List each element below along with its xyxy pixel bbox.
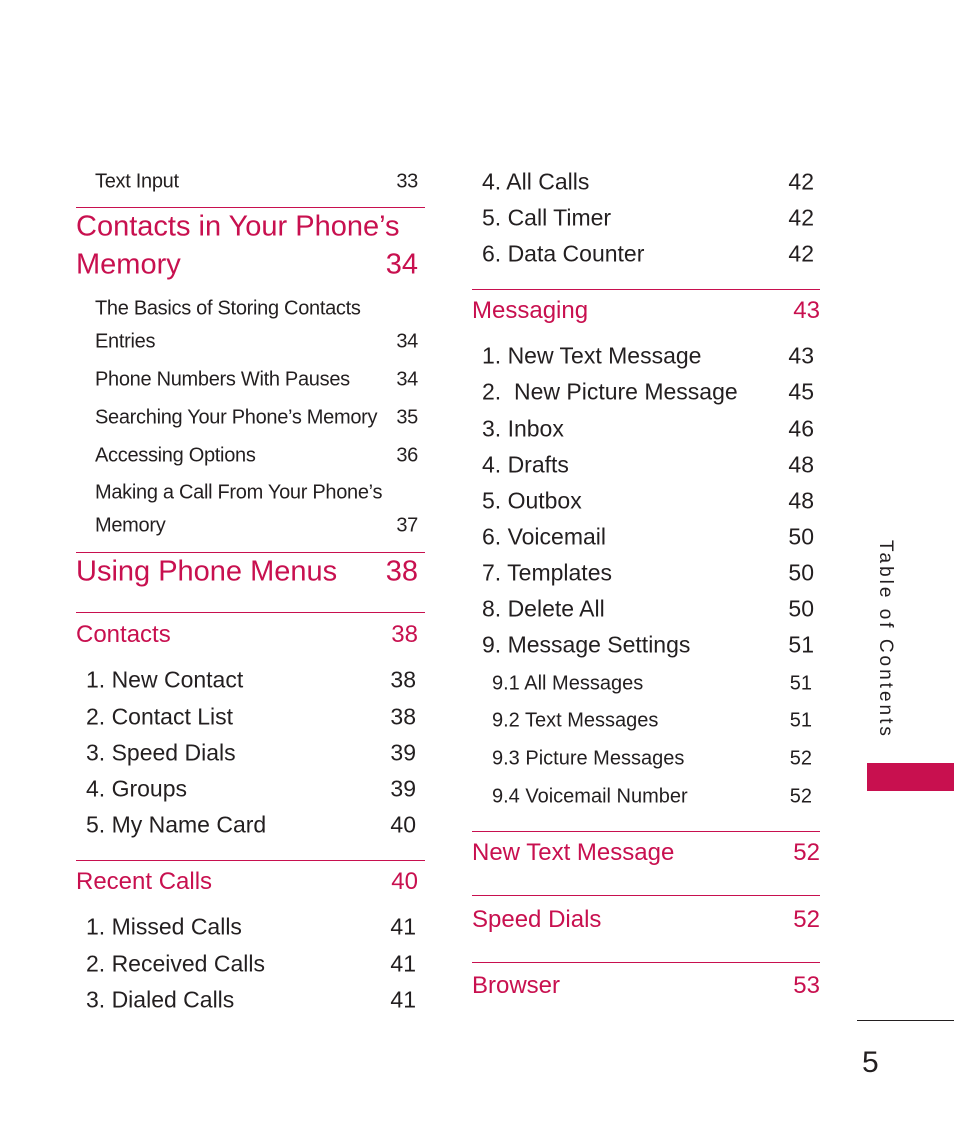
entry-label: Text Input — [95, 170, 179, 193]
entry-label: 6. Data Counter — [482, 240, 645, 267]
entry-label: Searching Your Phone’s Memory — [95, 406, 378, 429]
menu-entry[interactable] — [76, 667, 425, 694]
submenu-entry[interactable] — [472, 673, 820, 696]
entry-label: Making a Call From Your Phone’s — [95, 481, 383, 504]
entry-page: 39 — [390, 775, 416, 802]
section-heading[interactable] — [472, 297, 820, 325]
heading-label: New Text Message — [472, 839, 675, 866]
entry-label: 5. My Name Card — [86, 811, 267, 838]
entry-page: 52 — [789, 747, 812, 770]
divider — [76, 860, 425, 861]
toc-entry[interactable] — [76, 298, 425, 321]
heading-label: Using Phone Menus — [76, 555, 338, 588]
entry-label: 9.2 Text Messages — [492, 709, 659, 732]
entry-page: 36 — [396, 444, 418, 467]
divider — [76, 552, 425, 553]
entry-label: 5. Outbox — [482, 487, 582, 514]
entry-label: 4. Groups — [86, 775, 187, 802]
section-heading[interactable] — [472, 906, 820, 934]
entry-label: Phone Numbers With Pauses — [95, 368, 350, 391]
entry-label: 4. All Calls — [482, 168, 590, 195]
entry-page: 50 — [788, 559, 814, 586]
entry-label: 3. Speed Dials — [86, 739, 236, 766]
entry-page: 42 — [788, 240, 814, 267]
toc-entry[interactable] — [76, 331, 425, 354]
entry-label: 1. New Contact — [86, 666, 244, 693]
entry-label: 4. Drafts — [482, 451, 569, 478]
submenu-entry[interactable] — [472, 748, 820, 771]
menu-entry[interactable] — [76, 812, 425, 839]
entry-label: 2. Received Calls — [86, 950, 265, 977]
entry-label: 3. Inbox — [482, 415, 564, 442]
divider — [472, 831, 820, 832]
entry-page: 42 — [788, 168, 814, 195]
menu-entry[interactable] — [76, 987, 425, 1014]
section-heading[interactable] — [76, 211, 425, 244]
section-heading[interactable] — [472, 839, 820, 867]
entry-label: 9. Message Settings — [482, 631, 691, 658]
entry-page: 50 — [788, 595, 814, 622]
toc-entry[interactable] — [76, 171, 425, 194]
entry-label: 1. New Text Message — [482, 342, 702, 369]
toc-entry[interactable] — [76, 369, 425, 392]
entry-page: 51 — [789, 709, 812, 732]
entry-page: 50 — [788, 523, 814, 550]
heading-label: Contacts in Your Phone’s — [76, 210, 400, 243]
heading-label: Browser — [472, 972, 561, 999]
entry-page: 37 — [396, 514, 418, 537]
entry-label: 3. Dialed Calls — [86, 986, 235, 1013]
entry-page: 40 — [390, 811, 416, 838]
section-heading[interactable] — [76, 556, 425, 589]
entry-page: 38 — [390, 666, 416, 693]
entry-label: 9.4 Voicemail Number — [492, 785, 688, 808]
entry-label: 5. Call Timer — [482, 204, 612, 231]
submenu-entry[interactable] — [472, 710, 820, 733]
entry-label: 9.1 All Messages — [492, 672, 644, 695]
heading-label: Recent Calls — [76, 868, 213, 895]
entry-label: Accessing Options — [95, 444, 256, 467]
menu-entry[interactable] — [76, 704, 425, 731]
entry-page: 48 — [788, 451, 814, 478]
entry-page: 34 — [396, 330, 418, 353]
toc-entry[interactable] — [76, 407, 425, 430]
entry-label: 7. Templates — [482, 559, 612, 586]
divider — [472, 289, 820, 290]
menu-entry[interactable] — [472, 560, 820, 587]
entry-label: The Basics of Storing Contacts — [95, 297, 361, 320]
section-heading[interactable] — [472, 972, 820, 1000]
heading-page: 53 — [793, 972, 820, 999]
menu-entry[interactable] — [472, 169, 820, 196]
divider — [472, 895, 820, 896]
footer-divider — [857, 1020, 954, 1021]
entry-page: 35 — [396, 406, 418, 429]
entry-page: 42 — [788, 204, 814, 231]
menu-entry[interactable] — [472, 343, 820, 370]
entry-page: 43 — [788, 342, 814, 369]
heading-page: 34 — [385, 248, 418, 281]
entry-page: 39 — [390, 739, 416, 766]
heading-page: 40 — [391, 868, 418, 895]
entry-page: 52 — [789, 785, 812, 808]
menu-entry[interactable] — [472, 205, 820, 232]
entry-page: 41 — [390, 950, 416, 977]
entry-page: 51 — [789, 672, 812, 695]
menu-entry[interactable] — [76, 776, 425, 803]
side-tab-label: Table of Contents — [875, 540, 896, 739]
side-tab-marker — [867, 763, 954, 791]
heading-page: 43 — [793, 297, 820, 324]
menu-entry[interactable] — [472, 488, 820, 515]
section-heading[interactable] — [76, 249, 425, 282]
menu-entry[interactable] — [472, 452, 820, 479]
divider — [76, 612, 425, 613]
heading-page: 38 — [385, 555, 418, 588]
divider — [472, 962, 820, 963]
entry-label: 6. Voicemail — [482, 523, 607, 550]
entry-label: 8. Delete All — [482, 595, 605, 622]
menu-entry[interactable] — [76, 740, 425, 767]
menu-entry[interactable] — [76, 951, 425, 978]
heading-page: 52 — [793, 906, 820, 933]
menu-entry[interactable] — [472, 241, 820, 268]
menu-entry[interactable] — [472, 632, 820, 659]
entry-page: 45 — [788, 378, 814, 405]
menu-entry[interactable] — [472, 596, 820, 623]
toc-entry[interactable] — [76, 482, 425, 505]
entry-label: Memory — [95, 514, 166, 537]
entry-page: 48 — [788, 487, 814, 514]
entry-page: 34 — [396, 368, 418, 391]
entry-label: 2. New Picture Message — [482, 378, 738, 405]
entry-page: 41 — [390, 913, 416, 940]
heading-page: 38 — [391, 621, 418, 648]
entry-page: 51 — [788, 631, 814, 658]
heading-label: Messaging — [472, 297, 589, 324]
divider — [76, 207, 425, 208]
heading-label: Contacts — [76, 621, 171, 648]
entry-label: 9.3 Picture Messages — [492, 747, 685, 770]
menu-entry[interactable] — [76, 914, 425, 941]
toc-entry[interactable] — [76, 445, 425, 468]
entry-page: 46 — [788, 415, 814, 442]
entry-label: 2. Contact List — [86, 703, 234, 730]
entry-page: 41 — [390, 986, 416, 1013]
page-number: 5 — [862, 1046, 879, 1079]
entry-page: 33 — [396, 170, 418, 193]
section-heading[interactable] — [76, 868, 425, 896]
entry-page: 38 — [390, 703, 416, 730]
section-heading[interactable] — [76, 621, 425, 649]
heading-label: Speed Dials — [472, 906, 602, 933]
menu-entry[interactable] — [472, 524, 820, 551]
entry-label: 1. Missed Calls — [86, 913, 242, 940]
menu-entry[interactable] — [472, 416, 820, 443]
heading-page: 52 — [793, 839, 820, 866]
heading-label: Memory — [76, 248, 181, 281]
menu-entry[interactable] — [472, 379, 820, 406]
submenu-entry[interactable] — [472, 786, 820, 809]
entry-label: Entries — [95, 330, 156, 353]
toc-entry[interactable] — [76, 515, 425, 538]
